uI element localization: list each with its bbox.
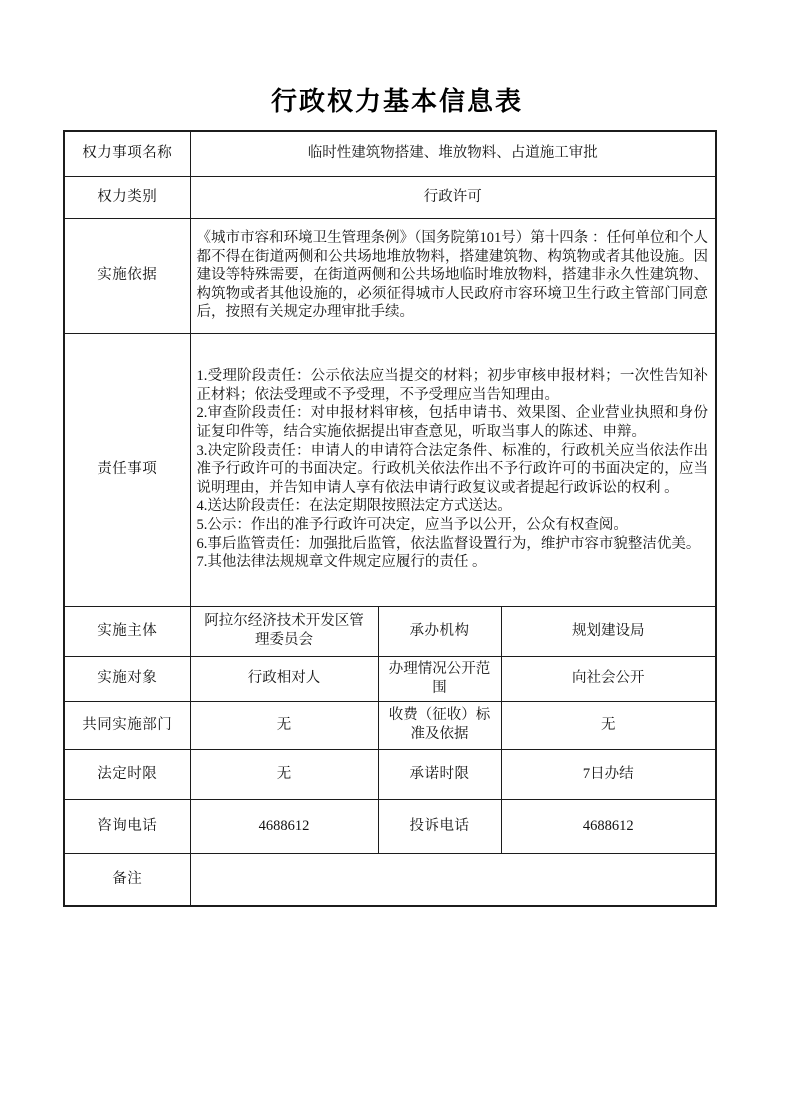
cell-label-category: 权力类别 (64, 176, 190, 218)
row-object (64, 656, 716, 701)
cell-label-duty: 责任事项 (64, 333, 190, 606)
duty-item-2: 2.审查阶段责任：对申报材料审核，包括申请书、效果图、企业营业执照和身份证复印件等，结合实施依据提出审查意见，听取当事人的陈述、申辩。 (196, 405, 709, 441)
cell-label-remark: 备注 (64, 853, 190, 906)
row-item-name (64, 131, 716, 176)
cell-value-remark (190, 853, 716, 906)
cell-value-undertaker: 规划建设局 (501, 606, 716, 656)
row-subject (64, 606, 716, 656)
cell-value-complaint-phone: 4688612 (501, 799, 716, 853)
cell-value-promised-deadline: 7日办结 (501, 749, 716, 799)
cell-value-fee-standard: 无 (501, 701, 716, 749)
duty-item-5: 5.公示：作出的准予行政许可决定，应当予以公开，公众有权查阅。 (196, 516, 628, 533)
cell-label-disclosure-scope: 办理情况公开范围 (378, 656, 501, 701)
cell-label-fee-standard: 收费（征收）标准及依据 (378, 701, 501, 749)
cell-label-complaint-phone: 投诉电话 (378, 799, 501, 853)
cell-label-legal-deadline: 法定时限 (64, 749, 190, 799)
cell-label-subject: 实施主体 (64, 606, 190, 656)
duty-item-7: 7.其他法律法规规章文件规定应履行的责任 。 (196, 554, 487, 571)
cell-label-joint-dept: 共同实施部门 (64, 701, 190, 749)
row-basis (64, 218, 716, 333)
cell-label-basis: 实施依据 (64, 218, 190, 333)
duty-item-1: 1.受理阶段责任：公示依法应当提交的材料；初步审核申报材料；一次性告知补正材料；依法受理或不予受理，不予受理应当告知理由。 (196, 368, 709, 403)
cell-label-undertaker: 承办机构 (378, 606, 501, 656)
basis-paragraph: 《城市市容和环境卫生管理条例》（国务院第101号）第十四条 ：任何单位和个人都不得在街道两侧和公共场地堆放物料，搭建建筑物、构筑物或者其他设施。因建设等特殊需要，在街道两侧和公共场地临时堆放物料，搭建非永久性建筑物、构筑物或者其他设施的，必须征得城市人民政府市容环境卫生行政主管部门同意后，按照有关规定办理审批手续。 (196, 230, 709, 321)
duty-item-3: 3.决定阶段责任：申请人的申请符合法定条件、标准的，行政机关应当依法作出准予行政许可的书面决定。行政机关依法作出不予行政许可的书面决定的，应当说明理由，并告知申请人享有依法申请行政复议或者提起行政诉讼的权利 。 (196, 442, 709, 496)
page-title: 行政权力基本信息表 (270, 87, 523, 116)
row-duty (64, 333, 716, 606)
row-remark (64, 853, 716, 906)
info-table (63, 130, 717, 907)
cell-value-consult-phone: 4688612 (190, 799, 378, 853)
row-category (64, 176, 716, 218)
cell-value-legal-deadline: 无 (190, 749, 378, 799)
cell-value-object: 行政相对人 (190, 656, 378, 701)
cell-value-basis (190, 218, 716, 333)
cell-label-item-name: 权力事项名称 (64, 131, 190, 176)
row-phone (64, 799, 716, 853)
row-deadline (64, 749, 716, 799)
duty-item-4: 4.送达阶段责任：在法定期限按照法定方式送达。 (196, 498, 512, 515)
cell-label-consult-phone: 咨询电话 (64, 799, 190, 853)
duty-item-6: 6.事后监管责任：加强批后监管，依法监督设置行为，维护市容市貌整洁优美。 (196, 535, 701, 552)
cell-value-subject: 阿拉尔经济技术开发区管理委员会 (190, 606, 378, 656)
cell-value-item-name: 临时性建筑物搭建、堆放物料、占道施工审批 (190, 131, 716, 176)
cell-value-duty (190, 333, 716, 606)
cell-value-disclosure-scope: 向社会公开 (501, 656, 716, 701)
row-joint (64, 701, 716, 749)
cell-value-joint-dept: 无 (190, 701, 378, 749)
cell-label-object: 实施对象 (64, 656, 190, 701)
cell-label-promised-deadline: 承诺时限 (378, 749, 501, 799)
cell-value-category: 行政许可 (190, 176, 716, 218)
